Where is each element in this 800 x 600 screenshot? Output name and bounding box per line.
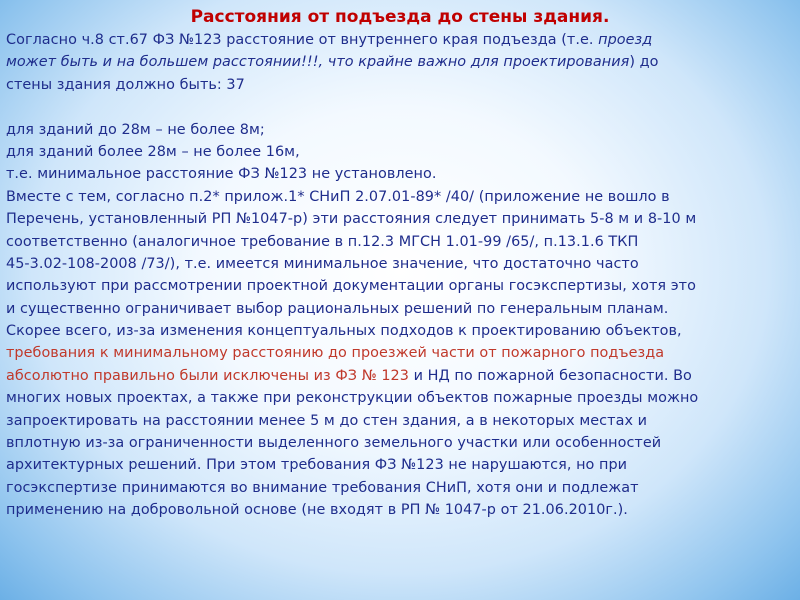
text-line: Перечень, установленный РП №1047-р) эти расстояния следует принимать 5-8 м и 8-10 м	[6, 211, 697, 228]
highlighted-text: абсолютно правильно были исключены из ФЗ № 123	[6, 367, 409, 384]
text-line: Скорее всего, из-за изменения концептуальных подходов к проектированию объектов,	[6, 323, 682, 340]
text-line: вплотную из-за ограниченности выделенного земельного участки или особенностей	[6, 435, 662, 452]
text-line: стены здания должно быть: 37	[6, 76, 245, 93]
italic-text: может быть и на большем расстоянии!!!, что крайне важно для проектирования	[6, 54, 630, 71]
italic-text: проезд	[598, 32, 653, 48]
text-line	[6, 365, 794, 387]
body-text	[6, 29, 794, 522]
text-line: многих новых проектах, а также при реконструкции объектов пожарные проезды можно	[6, 390, 699, 407]
slide-title: Расстояния от подъезда до стены здания.	[190, 7, 610, 27]
text-line: запроектировать на расстоянии менее 5 м до стен здания, а в некоторых местах и	[6, 412, 648, 429]
spacer	[6, 96, 794, 118]
text-line	[6, 51, 794, 73]
text-line: Вместе с тем, согласно п.2* прилож.1* СНиП 2.07.01-89* /40/ (приложение не вошло в	[6, 188, 670, 205]
text-line	[6, 29, 794, 51]
highlighted-text-line: требования к минимальному расстоянию до проезжей части от пожарного подъезда	[6, 345, 665, 362]
text-line: применению на добровольной основе (не входят в РП № 1047-р от 21.06.2010г.).	[6, 502, 628, 519]
text-line: и существенно ограничивает выбор рациональных решений по генеральным планам.	[6, 300, 669, 317]
text-line: для зданий до 28м – не более 8м;	[6, 121, 265, 138]
text-line: используют при рассмотрении проектной документации органы госэкспертизы, хотя это	[6, 278, 696, 295]
text-span: Согласно ч.8 ст.67 ФЗ №123 расстояние от внутреннего края подъезда (т.е.	[6, 32, 599, 48]
text-span: и НД по пожарной безопасности. Во	[408, 367, 692, 384]
text-line: т.е. минимальное расстояние ФЗ №123 не установлено.	[6, 166, 437, 183]
text-line: соответственно (аналогичное требование в п.12.3 МГСН 1.01-99 /65/, п.13.1.6 ТКП	[6, 233, 639, 250]
text-line: архитектурных решений. При этом требования ФЗ №123 не нарушаются, но при	[6, 457, 628, 474]
text-span: ) до	[629, 54, 659, 71]
text-line: 45-3.02-108-2008 /73/), т.е. имеется минимальное значение, что достаточно часто	[6, 255, 639, 272]
text-line: госэкспертизе принимаются во внимание требования СНиП, хотя они и подлежат	[6, 479, 639, 496]
text-line: для зданий более 28м – не более 16м,	[6, 143, 300, 160]
